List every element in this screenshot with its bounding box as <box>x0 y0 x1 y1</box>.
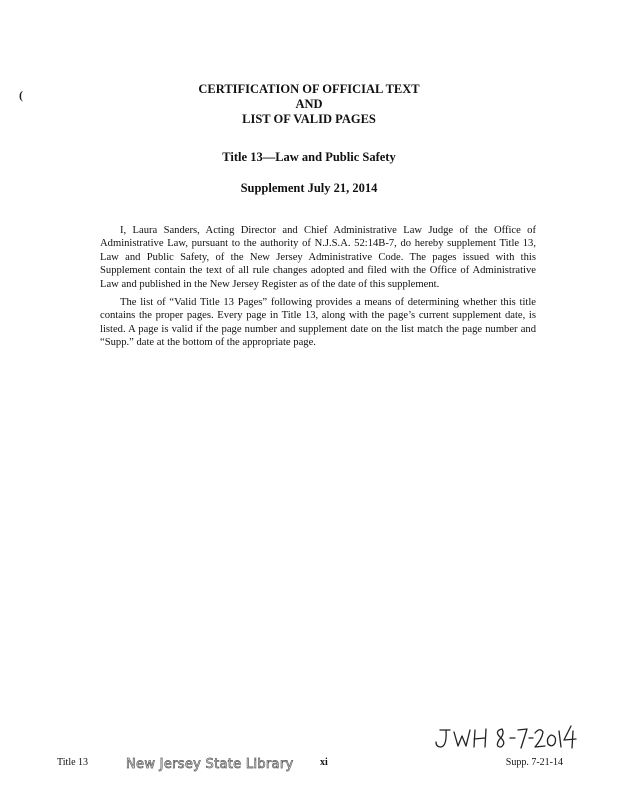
footer-title: Title 13 <box>57 757 89 768</box>
title-heading: Title 13—Law and Public Safety <box>222 150 396 164</box>
paragraph-valid-pages: The list of “Valid Title 13 Pages” following provides a means of determining whether this title contains the proper pages. Every page in Title 13, along with the page’s current supplement date, is listed. A page is valid if the page number and supplement date on the list match the page number and “Supp.” date at the bottom of the appropriate page. <box>100 297 536 349</box>
page-number: xi <box>320 757 328 768</box>
library-stamp: New Jersey State Library <box>126 757 294 772</box>
certification-header <box>0 82 618 127</box>
header-line-1: CERTIFICATION OF OFFICIAL TEXT <box>198 82 420 96</box>
header-line-3: LIST OF VALID PAGES <box>242 112 376 126</box>
handwritten-signature <box>430 718 580 758</box>
paragraph-certification: I, Laura Sanders, Acting Director and Chief Administrative Law Judge of the Office of Administrative Law, pursuant to the authority of N.J.S.A. 52:14B-7, do hereby supplement Title 13, Law and Public Safety, of the New Jersey Administrative Code. The pages issued with this Supplement contain the text of all rule changes adopted and filed with the Office of Administrative Law and published in the New Jersey Register as of the date of this supplement. <box>100 225 536 290</box>
certification-body <box>100 224 536 355</box>
supplement-date-heading: Supplement July 21, 2014 <box>240 181 378 195</box>
header-line-2: AND <box>295 97 323 111</box>
footer-supplement-date: Supp. 7-21-14 <box>505 757 563 768</box>
margin-mark: ( <box>19 88 23 102</box>
